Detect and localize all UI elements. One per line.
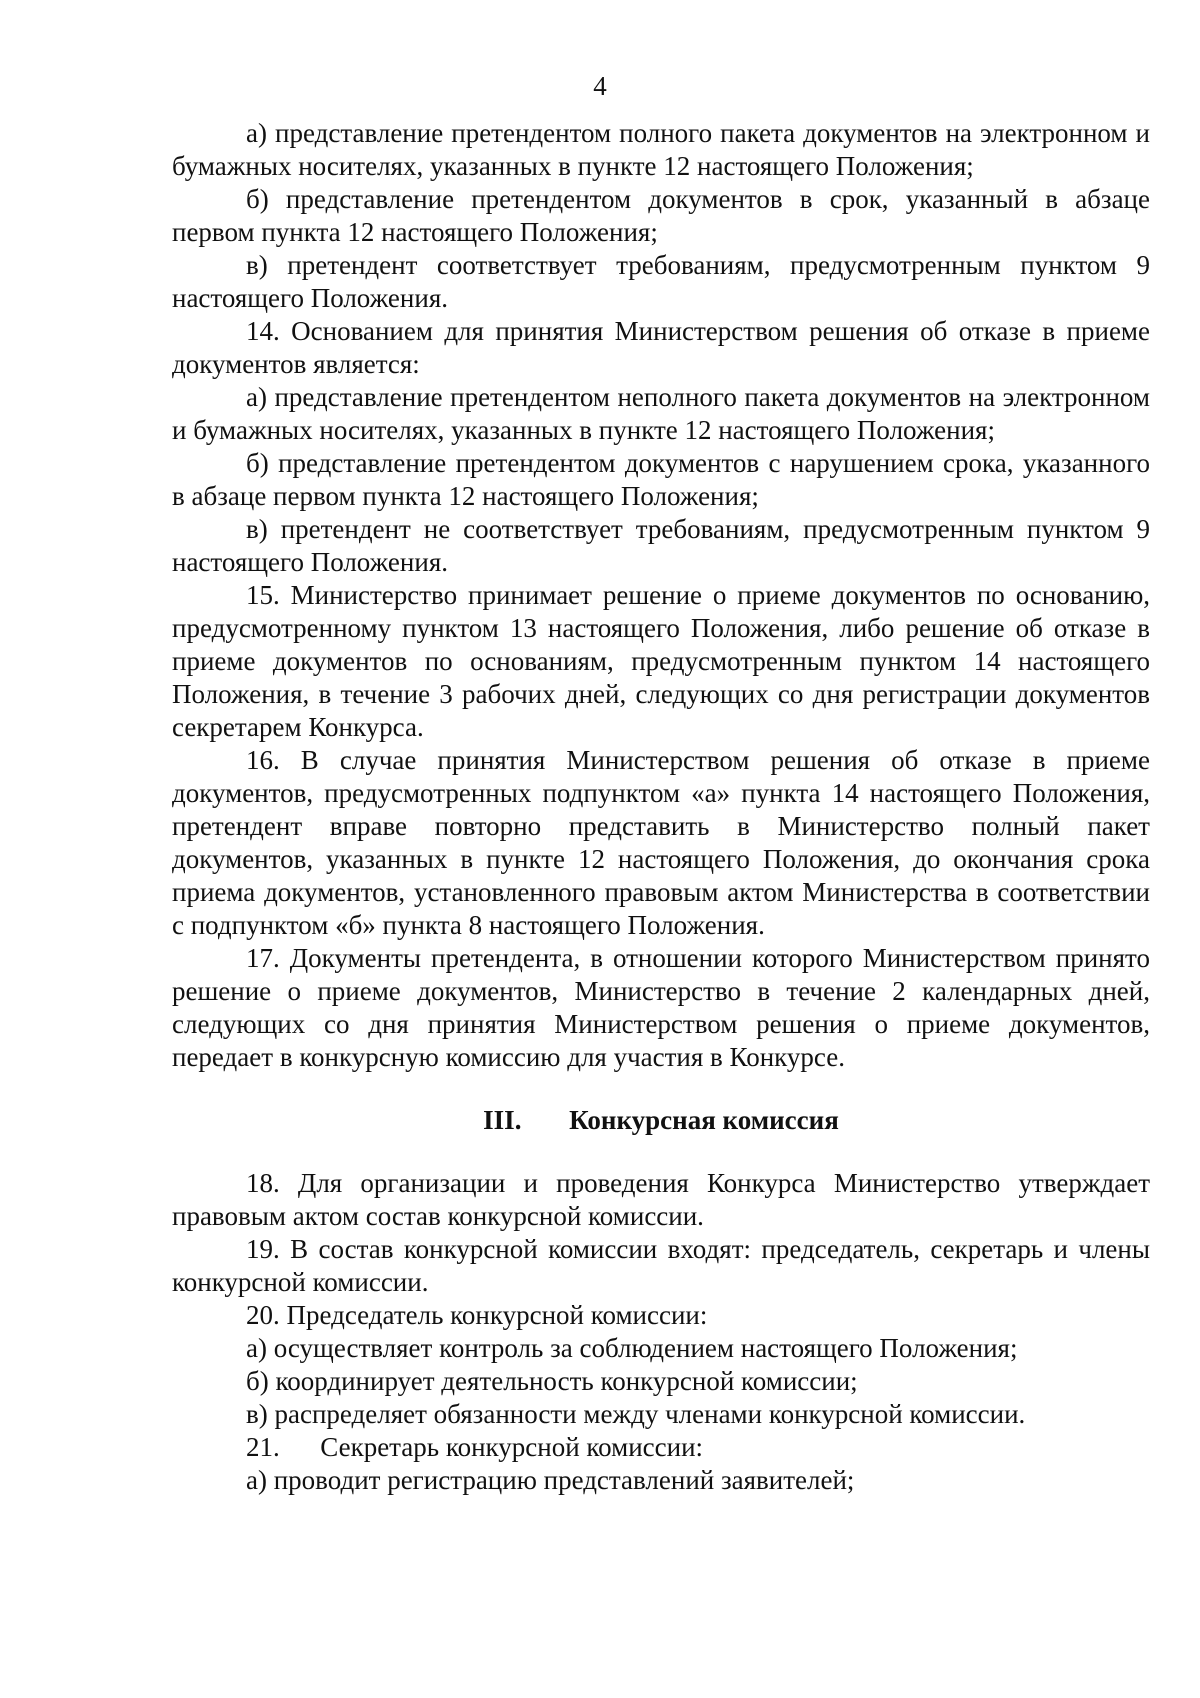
paragraph: а) представление претендентом полного пакета документов на электронном и бумажных носителях, указанных в пункте 12 настоящего Положения; — [172, 118, 1150, 181]
paragraph: 17. Документы претендента, в отношении которого Министерством принято решение о приеме документов, Министерство в течение 2 календарных дней, следующих со дня принятия Министерством решения о приеме документов, передает в конкурсную комиссию для участия в Конкурсе. — [172, 943, 1150, 1072]
section-number: III. — [483, 1105, 522, 1135]
paragraph: б) представление претендентом документов в срок, указанный в абзаце первом пункта 12 настоящего Положения; — [172, 184, 1150, 247]
paragraph: 16. В случае принятия Министерством решения об отказе в приеме документов, предусмотренных подпунктом «а» пункта 14 настоящего Положения, претендент вправе повторно представить в Министерство полный пакет документов, указанных в пункте 12 настоящего Положения, до окончания срока приема документов, установленного правовым актом Министерства в соответствии с подпунктом «б» пункта 8 настоящего Положения. — [172, 745, 1150, 940]
paragraph: 15. Министерство принимает решение о приеме документов по основанию, предусмотренному пунктом 13 настоящего Положения, либо решение об отказе в приеме документов по основаниям, предусмотренным пунктом 14 настоящего Положения, в течение 3 рабочих дней, следующих со дня регистрации документов секретарем Конкурса. — [172, 580, 1150, 742]
section-heading — [172, 1104, 1150, 1137]
paragraph: 19. В состав конкурсной комиссии входят: председатель, секретарь и члены конкурсной комиссии. — [172, 1234, 1150, 1297]
paragraph: а) осуществляет контроль за соблюдением настоящего Положения; — [246, 1333, 1018, 1363]
spacer — [172, 1074, 1150, 1104]
paragraph: а) представление претендентом неполного пакета документов на электронном и бумажных носителях, указанных в пункте 12 настоящего Положения; — [172, 382, 1150, 445]
spacer — [172, 1137, 1150, 1167]
page-number: 4 — [593, 71, 607, 101]
paragraph: 20. Председатель конкурсной комиссии: — [246, 1300, 708, 1330]
paragraph: в) распределяет обязанности между членами конкурсной комиссии. — [246, 1399, 1026, 1429]
paragraph: а) проводит регистрацию представлений заявителей; — [246, 1465, 855, 1495]
paragraph: б) координирует деятельность конкурсной комиссии; — [246, 1366, 858, 1396]
paragraph: в) претендент соответствует требованиям, предусмотренным пунктом 9 настоящего Положения. — [172, 250, 1150, 313]
section-title: Конкурсная комиссия — [569, 1105, 839, 1135]
paragraph: 14. Основанием для принятия Министерством решения об отказе в приеме документов является: — [172, 316, 1150, 379]
paragraph: 18. Для организации и проведения Конкурса Министерство утверждает правовым актом состав конкурсной комиссии. — [172, 1168, 1150, 1231]
paragraph: в) претендент не соответствует требованиям, предусмотренным пунктом 9 настоящего Положения. — [172, 514, 1150, 577]
paragraph: 21. Секретарь конкурсной комиссии: — [246, 1432, 704, 1462]
document-body — [172, 117, 1150, 1497]
paragraph: б) представление претендентом документов с нарушением срока, указанного в абзаце первом пункта 12 настоящего Положения; — [172, 448, 1150, 511]
